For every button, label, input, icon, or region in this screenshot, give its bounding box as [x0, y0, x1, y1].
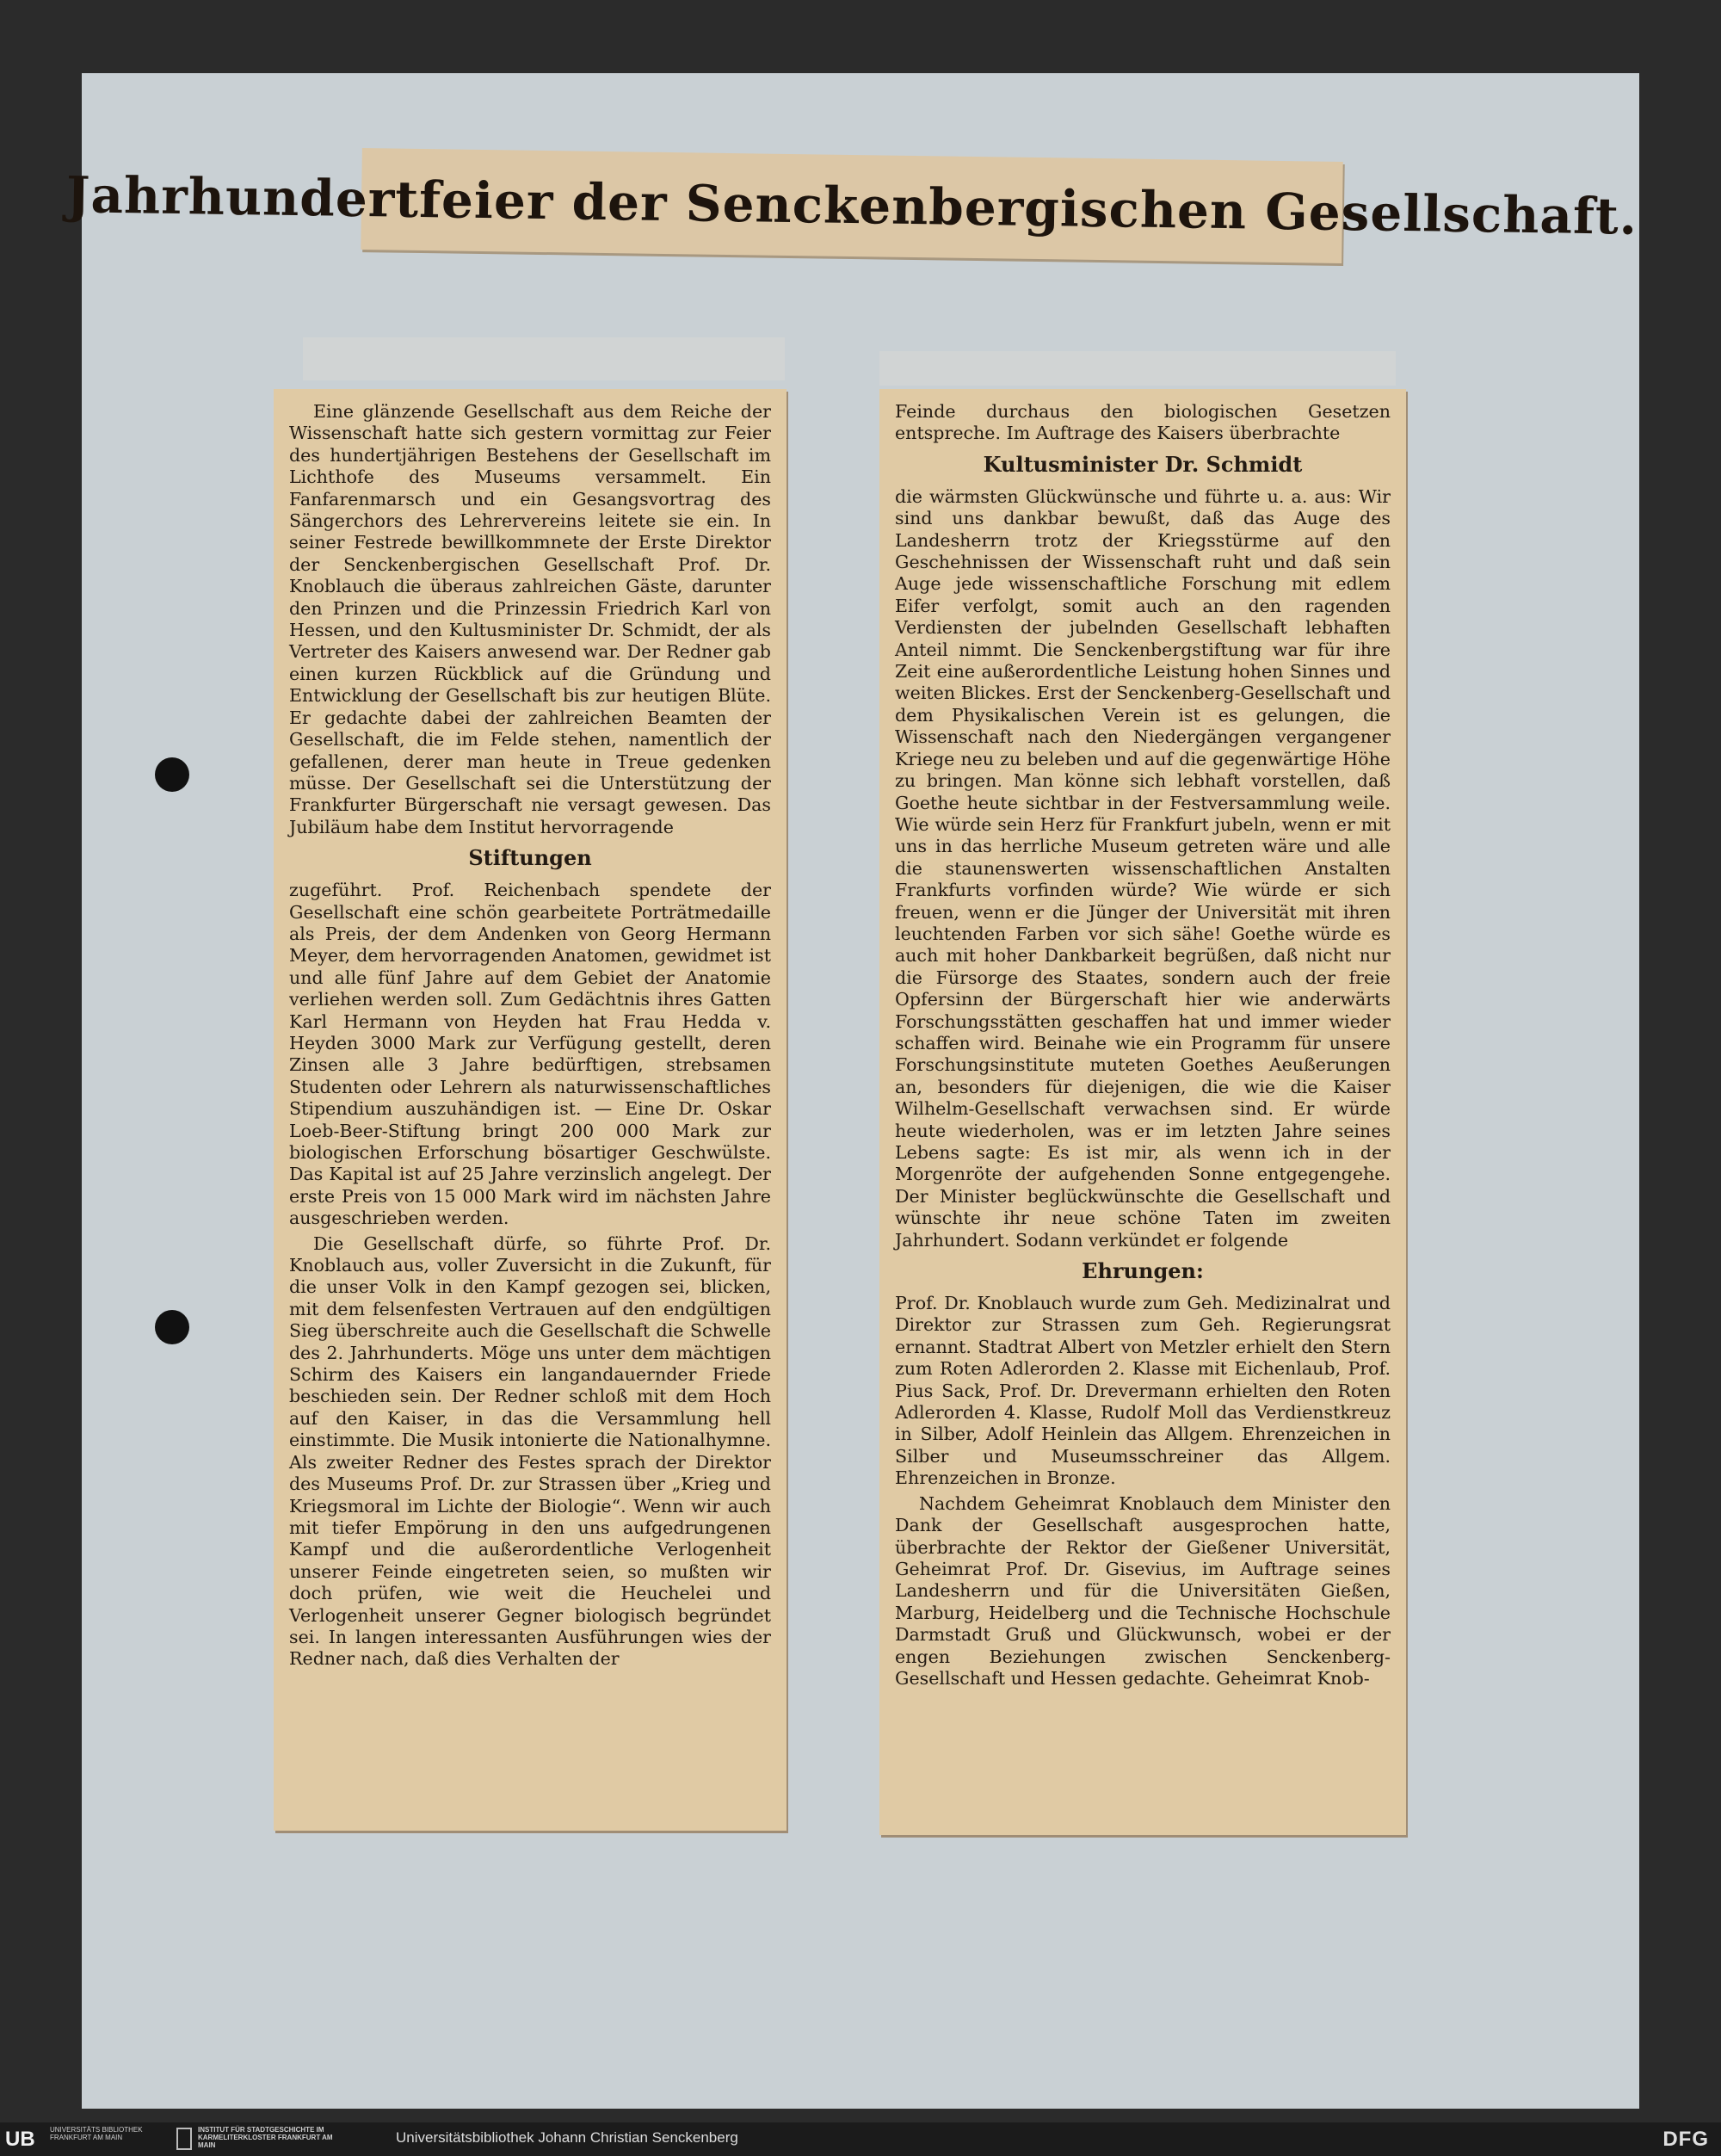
section-heading: Ehrungen: [1082, 1258, 1204, 1284]
article-paragraph: Die Gesellschaft dürfe, so führte Prof. Dr. Knoblauch aus, voller Zuversicht in die Zukunft, für die unser Volk in den Kampf gezogen sei, blicken, mit dem felsenfesten Vertrauen auf den endgültigen Sieg überschreite auch die Gesellschaft die Schwelle des 2. Jahrhunderts. Möge uns unter dem mächtigen Schirm des Kaisers ein langandauernder Friede beschieden sein. Der Redner schloß mit dem Hoch auf den Kaiser, in das die Versammlung hell einstimmte. Die Musik intonierte die Nationalhymne. Als zweiter Redner des Festes sprach der Direktor des Museums Prof. Dr. zur Strassen über „Krieg und Kriegsmoral im Lichte der Biologie“. Wenn wir auch mit tiefer Empörung in den uns aufgedrungenen Kampf und die außerordentliche Verlogenheit unserer Feinde eingetreten seien, so mußten wir doch prüfen, wie weit die Heuchelei und Verlogenheit unserer Gegner biologisch begründet sei. In langen interessanten Ausführungen wies der Redner nach, daß dies Verhalten der [289, 1232, 771, 1670]
section-heading: Stiftungen [468, 845, 592, 871]
article-paragraph: zugeführt. Prof. Reichenbach spendete der Gesellschaft eine schön gearbeitete Porträtmedaille als Preis, der dem Andenken von Georg Hermann Meyer, dem hervorragenden Anatomen, gewidmet ist und alle fünf Jahre auf dem Gebiet der Anatomie verliehen werden soll. Zum Gedächtnis ihres Gatten Karl Hermann von Heyden hat Frau Hedda v. Heyden 3000 Mark zur Verfügung gestellt, deren Zinsen alle 3 Jahre bedürftigen, strebsamen Studenten oder Lehrern als naturwissenschaftliches Stipendium auszuhändigen ist. — Eine Dr. Oskar Loeb-Beer-Stiftung bringt 200 000 Mark zur biologischen Erforschung bösartiger Geschwülste. Das Kapital ist auf 25 Jahre verzinslich angelegt. Der erste Preis von 15 000 Mark wird im nächsten Jahre ausgeschrieben werden. [289, 880, 771, 1229]
article-column-left [274, 389, 786, 1831]
section-heading: Kultusminister Dr. Schmidt [983, 451, 1303, 477]
punch-hole-top [155, 757, 189, 792]
punch-hole-bottom [155, 1310, 189, 1344]
ub-logo[interactable]: UB [5, 2128, 35, 2151]
dfg-logo[interactable]: DFG [1662, 2128, 1709, 2151]
paper-shadow [303, 337, 785, 380]
article-column-right [879, 389, 1406, 1835]
article-paragraph: Eine glänzende Gesellschaft aus dem Reiche der Wissenschaft hatte sich gestern vormittag zur Feier des hundertjährigen Bestehens der Gesellschaft im Lichthofe des Museums versammelt. Ein Fanfarenmarsch und ein Gesangsvortrag des Sängerchors des Lehrervereins leitete sie ein. In seiner Festrede bewillkommnete der Erste Direktor der Senckenbergischen Gesellschaft Prof. Dr. Knoblauch die überaus zahlreichen Gäste, darunter den Prinzen und die Prinzessin Friedrich Karl von Hessen, und den Kultusminister Dr. Schmidt, der als Vertreter des Kaisers anwesend war. Der Redner gab einen kurzen Rückblick auf die Gründung und Entwicklung der Gesellschaft bis zur heutigen Blüte. Er gedachte dabei der zahlreichen Beamten der Gesellschaft, die im Felde stehen, namentlich der gefallenen, derer man heute in Treue gedenken müsse. Der Gesellschaft sei die Unterstützung der Frankfurter Bürgerschaft nie versagt gewesen. Das Jubiläum habe dem Institut hervorragende [289, 401, 771, 837]
paper-shadow [879, 351, 1396, 386]
article-paragraph: die wärmsten Glückwünsche und führte u. a. aus: Wir sind uns dankbar bewußt, daß das Auge des Landesherrn trotz der Kriegsstürme auf den Geschehnissen der Wissenschaft ruht und daß sein Auge jede wissenschaftliche Forschung mit edlem Eifer verfolgt, somit auch an den ragenden Verdiensten der jubelnden Gesellschaft lebhaften Anteil nimmt. Die Senckenbergstiftung war für ihre Zeit eine außerordentliche Leistung hohen Sinnes und weiten Blickes. Erst der Senckenberg-Gesellschaft und dem Physikalischen Verein ist es gelungen, die Wissenschaft nach den Niedergängen vergangener Kriege neu zu beleben und auf die gegenwärtige Höhe zu bringen. Man könne sich lebhaft vorstellen, daß Goethe heute sichtbar in der Festversammlung weile. Wie würde sein Herz für Frankfurt jubeln, wenn er mit uns in das herrliche Museum getreten wäre und alle die staunenswerten wissenschaftlichen Anstalten Frankfurts vorfinden würde? Wie würde er sich freuen, wenn er die Jünger der Universität mit ihren leuchtenden Farben vor sich sähe! Goethe würde es auch mit hoher Dankbarkeit begrüßen, daß nicht nur die Fürsorge des Staates, sondern auch der freie Opfersinn der Bürgerschaft hier wie anderwärts Forschungsstätten geschaffen hat und immer wieder schaffen wird. Beinahe wie ein Programm für unsere Forschungsinstitute muteten Goethes Aeußerungen an, besonders für diejenigen, die wie die Kaiser Wilhelm-Gesellschaft verwachsen sind. Er würde heute wiederholen, was er im letzten Jahre seines Lebens sagte: Es ist mir, als wenn ich in der Morgenröte der aufgehenden Sonne entgegengehe. Der Minister beglückwünschte die Gesellschaft und wünschte ihr neue schöne Taten im zweiten Jahrhundert. Sodann verkündet er folgende [895, 485, 1391, 1251]
article-paragraph: Prof. Dr. Knoblauch wurde zum Geh. Medizinalrat und Direktor zur Strassen zum Geh. Regierungsrat ernannt. Stadtrat Albert von Metzler erhielt den Stern zum Roten Adlerorden 2. Klasse mit Eichenlaub, Prof. Pius Sack, Prof. Dr. Drevermann erhielten den Roten Adlerorden 4. Klasse, Rudolf Moll das Verdienstkreuz in Silber, Adolf Heinlein das Allgem. Ehrenzeichen in Silber und Museumsschreiner das Allgem. Ehrenzeichen in Bronze. [895, 1293, 1391, 1489]
institute-logo-text[interactable]: INSTITUT FÜR STADTGESCHICHTE IM KARMELITERKLOSTER FRANKFURT AM MAIN [198, 2126, 333, 2149]
institute-icon [176, 2128, 192, 2150]
footer-bar [0, 2122, 1721, 2156]
library-name: Universitätsbibliothek Johann Christian Senckenberg [396, 2129, 738, 2146]
ub-logo-text: UNIVERSITÄTS BIBLIOTHEK FRANKFURT AM MAIN [50, 2126, 143, 2141]
article-paragraph: Nachdem Geheimrat Knoblauch dem Minister den Dank der Gesellschaft ausgesprochen hatte, überbrachte der Rektor der Gießener Universität, Geheimrat Prof. Dr. Gisevius, im Auftrage seines Landesherrn und für die Universitäten Gießen, Marburg, Heidelberg und die Technische Hochschule Darmstadt Gruß und Glückwunsch, wobei er der engen Beziehungen zwischen Senckenberg-Gesellschaft und Hessen gedachte. Geheimrat Knob- [895, 1492, 1391, 1689]
article-paragraph: Feinde durchaus den biologischen Gesetzen entspreche. Im Auftrage des Kaisers überbrachte [895, 401, 1391, 444]
headline-clipping: Jahrhundertfeier der Senckenbergischen Gesellschaft. [361, 148, 1343, 263]
